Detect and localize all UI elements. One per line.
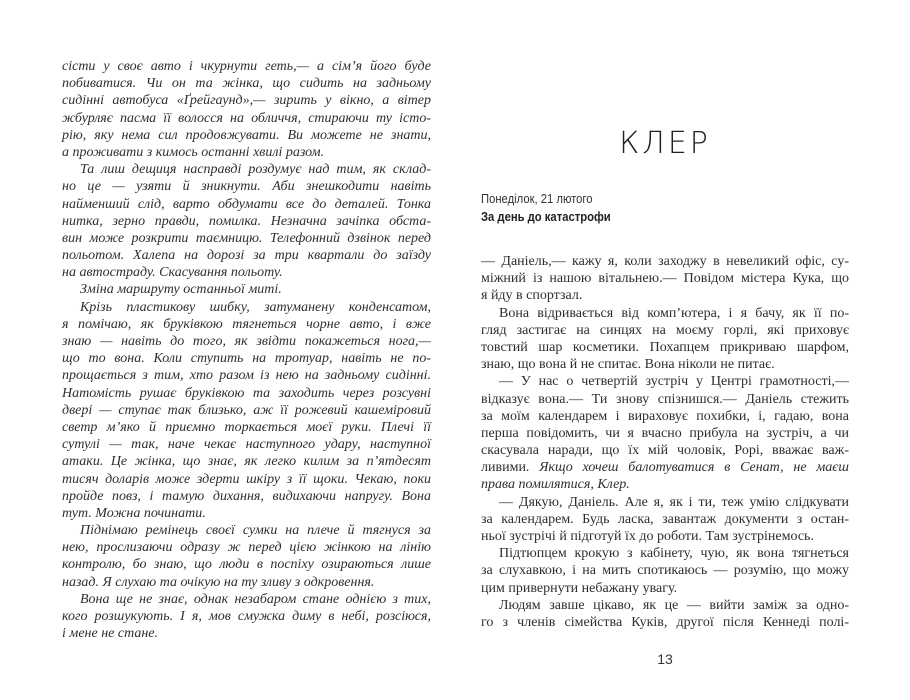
text-line: рію, яку нема сил продовжувати. Ви можете не знати, — [62, 127, 431, 143]
text-segment: за моїм календарем і вираховує похибки, і, гадаю, вона — [481, 408, 849, 424]
text-line: жбурляє пасма її волосся на обличчя, стираючи ту істо- — [62, 110, 431, 126]
text-line — [481, 270, 849, 287]
text-line — [481, 562, 849, 579]
right-page-text — [481, 253, 849, 631]
text-line — [481, 322, 849, 339]
text-line: назад. Я слухаю та очікую на ту зливу з одкровення. — [62, 574, 375, 590]
text-segment: Вона відривається від комп’ютера, і я бачу, як її по- — [499, 305, 849, 321]
text-line: нею, прослизаючи одразу ж перед цією жінкою на лінію — [62, 540, 431, 556]
text-line — [481, 614, 849, 631]
text-line: найменший слід, варто обдумати все до деталей. Тонка — [62, 196, 431, 212]
text-line: сидінні автобуса «Ґрейгаунд»,— зирить у вікно, а вітер — [62, 93, 431, 109]
text-line: пройде повз, і тамую дихання, видихаючи напругу. Вона — [62, 488, 431, 504]
text-line: знаю — навіть до того, як звідти покажеться нога,— — [62, 334, 431, 349]
text-line: прощається з тим, хто разом із нею на задньому сидінні. — [62, 368, 431, 384]
text-segment: ньої зустрічі й підготуй їх до роботи. Там зустрінемось. — [481, 529, 814, 544]
text-line: що то вона. Коли ступить на тротуар, навіть не по- — [62, 351, 431, 367]
chapter-subtitle: За день до катастрофи — [481, 210, 611, 224]
text-line: вин може розкрити таємницю. Телефонний дзвінок перед — [62, 230, 431, 246]
text-segment: товстий шар косметики. Похапцем прикриваю шарфом, — [481, 339, 849, 355]
text-line — [481, 408, 849, 425]
text-segment: цим привернути небажану увагу. — [481, 580, 678, 596]
left-page-text — [62, 58, 431, 642]
text-line — [481, 528, 849, 545]
text-line: светр м’яко й приємно торкається моєї руки. Плечі її — [62, 419, 431, 435]
italic-segment: Якщо хочеш балотуватися в Сенат, не маєш — [539, 460, 849, 476]
text-line — [481, 373, 849, 390]
text-line — [481, 476, 849, 493]
text-segment: скасувала наради, що їх мій чоловік, Рорі, вважає важ- — [481, 443, 849, 459]
text-line: контролю, бо знаю, що люди в поспіху озираються лише — [62, 557, 431, 573]
text-line: нитка, зерно правди, помилка. Незначна зачіпка обста- — [62, 213, 431, 229]
text-line — [481, 545, 849, 562]
text-line: Натомість рушає бруківкою та заходить через розсувні — [62, 385, 431, 401]
text-line — [481, 391, 849, 408]
text-line — [481, 287, 849, 304]
text-segment: ливими. — [481, 460, 540, 476]
page-number: 13 — [657, 651, 673, 667]
chapter-title: КЛЕР — [619, 126, 711, 161]
text-line: атаки. Це жінка, що знає, як легко килим за п’ятдесят — [62, 454, 431, 470]
text-line: но це — узяти й зникнути. Аби знешкодити навіть — [62, 179, 431, 195]
text-line: тисяч доларів може здерти шкіру з її щоки. Чекаю, поки — [62, 471, 431, 487]
text-segment: знаю, що вона й не спитає. Вона ніколи не питає. — [481, 357, 775, 373]
text-segment: Підтюпцем крокую з кабінету, чую, як вона тягнеться — [499, 546, 849, 562]
text-line — [481, 305, 849, 322]
text-segment: — Дякую, Даніель. Але я, як і ти, теж умію слідкувати — [499, 494, 849, 510]
text-segment: — У нас о четвертій зустріч у Центрі грамотності,— — [499, 374, 849, 390]
text-line: двері — ступає так близько, аж її рожевий кашеміровий — [62, 402, 431, 418]
text-segment: — Даніель,— кажу я, коли заходжу в невеликий офіс, су- — [481, 254, 849, 269]
text-segment: я йду в спортзал. — [481, 288, 583, 304]
text-line — [481, 597, 849, 614]
text-segment: за слухавкою, і на мить спотикаюсь — розумію, що можу — [481, 563, 849, 579]
text-line — [481, 253, 849, 270]
chapter-date: Понеділок, 21 лютого — [481, 192, 593, 206]
text-segment: відказує вона.— Ти знову спізнишся.— Даніель стежить — [481, 391, 849, 407]
text-line — [481, 425, 849, 442]
text-line: побиватися. Чи он та жінка, що сидить на задньому — [62, 76, 431, 92]
text-line: а проживати з кимось останні хвилі разом. — [62, 144, 325, 160]
text-line: і мене не стане. — [62, 626, 159, 642]
text-line: тут. Можна починати. — [62, 505, 206, 521]
text-segment: міжний із нашою вітальнею.— Повідом містера Кука, що — [481, 271, 849, 287]
text-segment: го з членів сімейства Куків, другої після Кеннеді полі- — [481, 614, 849, 630]
text-line — [481, 339, 849, 356]
text-line: Зміна маршруту останньої миті. — [80, 282, 282, 298]
text-line — [481, 494, 849, 511]
text-line: Вона ще не знає, однак незабаром стане однією з тих, — [80, 591, 431, 607]
italic-segment: права помилятися, Клер. — [481, 477, 630, 493]
text-line: я помічаю, як бруківкою тягнеться чорне авто, і вже — [62, 316, 431, 332]
text-line — [481, 511, 849, 528]
text-line — [481, 356, 849, 373]
text-segment: перша повідомить, чи я вчасно прибула на зустріч, а чи — [481, 425, 849, 441]
text-line: Крізь пластикову шибку, затуманену конденсатом, — [80, 299, 431, 315]
text-line — [481, 459, 849, 476]
text-line: на автостраду. Скасування польоту. — [62, 265, 283, 281]
text-line: польотом. Халепа на дорозі за три квартали до заїзду — [62, 248, 431, 264]
text-line — [481, 442, 849, 459]
text-segment: за календарем. Будь ласка, завантаж документи з остан- — [481, 511, 849, 527]
text-line — [481, 580, 849, 597]
text-line: сісти у своє авто і чкурнути геть,— а сім’я його буде — [62, 59, 431, 74]
text-segment: гляд застигає на синцях на моєму горлі, які приховує — [481, 322, 849, 338]
text-segment: Людям завше цікаво, як це — вийти заміж за одно- — [499, 597, 849, 613]
text-line: сутулі — так, наче чекає наступного удару, наступної — [62, 437, 431, 453]
text-line: Піднімаю ремінець своєї сумки на плече й тягнуся за — [80, 523, 431, 539]
text-line: кого розшукують. І я, мов смужка диму в небі, розсіюся, — [62, 609, 431, 624]
text-line: Та лиш дещиця насправді роздумує над тим, як склад- — [80, 162, 431, 178]
